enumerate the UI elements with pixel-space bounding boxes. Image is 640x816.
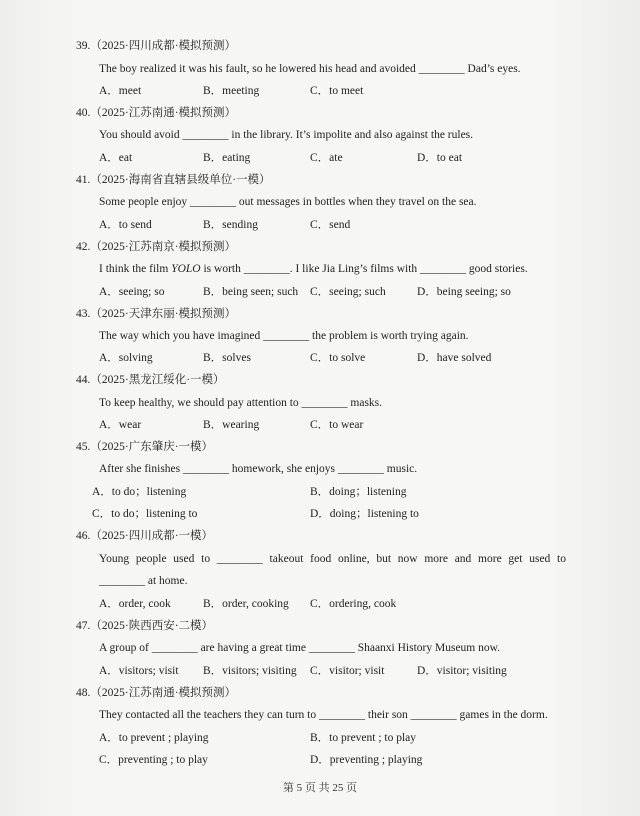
option-b: B．meeting [203,85,260,97]
question-number: 45. [76,441,91,453]
option-c: C．ate [310,152,343,164]
option-c: C．to wear [310,419,364,431]
option-d: D．to eat [417,152,463,164]
stem-text: I think the film [99,263,172,275]
question-number: 42. [76,241,91,253]
question-source: （2025·江苏南通·模拟预测） [90,107,237,119]
option-b: B．to prevent ; to play [310,732,417,744]
option-b: B．doing；listening [310,486,407,498]
option-a: A．to do；listening [92,486,187,498]
option-d: D．doing；listening to [310,508,419,520]
question-number: 44. [76,374,91,386]
question-number: 46. [76,530,91,542]
question-source: （2025·四川成都·模拟预测） [90,40,237,52]
option-a: A．order, cook [99,598,171,610]
question-header [76,239,236,255]
question-stem: You should avoid ________ in the library. It’s impolite and also against the rules. [99,129,474,141]
question-source: （2025·陕西西安·二模） [90,620,214,632]
question-stem [99,261,528,277]
option-a: A．to send [99,219,152,231]
page-footer: 第 5 页 共 25 页 [282,782,358,794]
stem-text: Young people used to ________ takeout food online, but now more and more get used to [99,553,566,565]
question-header [76,372,225,388]
option-a: A．visitors; visit [99,665,179,677]
question-header [76,38,236,54]
question-number: 47. [76,620,91,632]
question-header [76,528,213,544]
option-c: C．seeing; such [310,286,386,298]
option-b: B．eating [203,152,251,164]
question-source: （2025·黑龙江绥化·一模） [90,374,225,386]
option-b: B．being seen; such [203,286,299,298]
option-b: B．wearing [203,419,260,431]
question-number: 41. [76,174,91,186]
option-a: A．wear [99,419,142,431]
option-d: D．preventing ; playing [310,754,423,766]
stem-text: is worth ________. I like Jia Ling’s films with ________ good stories. [200,263,528,275]
option-a: A．solving [99,352,153,364]
question-stem: The boy realized it was his fault, so he lowered his head and avoided ________ Dad’s eyes. [99,63,521,75]
question-stem-line-1 [99,551,566,567]
option-c: C．preventing ; to play [99,754,208,766]
option-a: A．meet [99,85,142,97]
question-source: （2025·江苏南京·模拟预测） [90,241,237,253]
option-b: B．order, cooking [203,598,289,610]
option-c: C．to do；listening to [92,508,198,520]
question-number: 43. [76,308,91,320]
question-stem: To keep healthy, we should pay attention to ________ masks. [99,397,383,409]
option-c: C．ordering, cook [310,598,397,610]
option-b: B．solves [203,352,251,364]
option-d: D．have solved [417,352,492,364]
option-a: A．eat [99,152,133,164]
question-source: （2025·海南省直辖县级单位·一模） [90,174,271,186]
question-source: （2025·四川成都·一模） [90,530,214,542]
question-number: 48. [76,687,91,699]
question-stem: Some people enjoy ________ out messages in bottles when they travel on the sea. [99,196,477,208]
question-stem-line-2: ________ at home. [99,575,188,587]
film-title: YOLO [171,263,201,275]
question-source: （2025·广东肇庆·一模） [90,441,214,453]
option-b: B．sending [203,219,258,231]
option-c: C．to meet [310,85,364,97]
question-number: 39. [76,40,91,52]
question-header [76,439,213,455]
question-header [76,618,213,634]
option-c: C．visitor; visit [310,665,385,677]
question-stem: After she finishes ________ homework, she enjoys ________ music. [99,463,418,475]
question-header [76,685,236,701]
question-header [76,306,236,322]
question-source: （2025·天津东丽·模拟预测） [90,308,237,320]
question-header [76,172,271,188]
option-b: B．visitors; visiting [203,665,297,677]
question-header [76,105,236,121]
question-source: （2025·江苏南通·模拟预测） [90,687,237,699]
option-a: A．seeing; so [99,286,165,298]
question-stem: They contacted all the teachers they can turn to ________ their son ________ games in the dorm. [99,709,548,721]
option-c: C．send [310,219,351,231]
option-d: D．being seeing; so [417,286,511,298]
question-stem: The way which you have imagined ________ the problem is worth trying again. [99,330,469,342]
question-number: 40. [76,107,91,119]
question-stem: A group of ________ are having a great time ________ Shaanxi History Museum now. [99,642,501,654]
option-a: A．to prevent ; playing [99,732,209,744]
option-d: D．visitor; visiting [417,665,507,677]
option-c: C．to solve [310,352,366,364]
